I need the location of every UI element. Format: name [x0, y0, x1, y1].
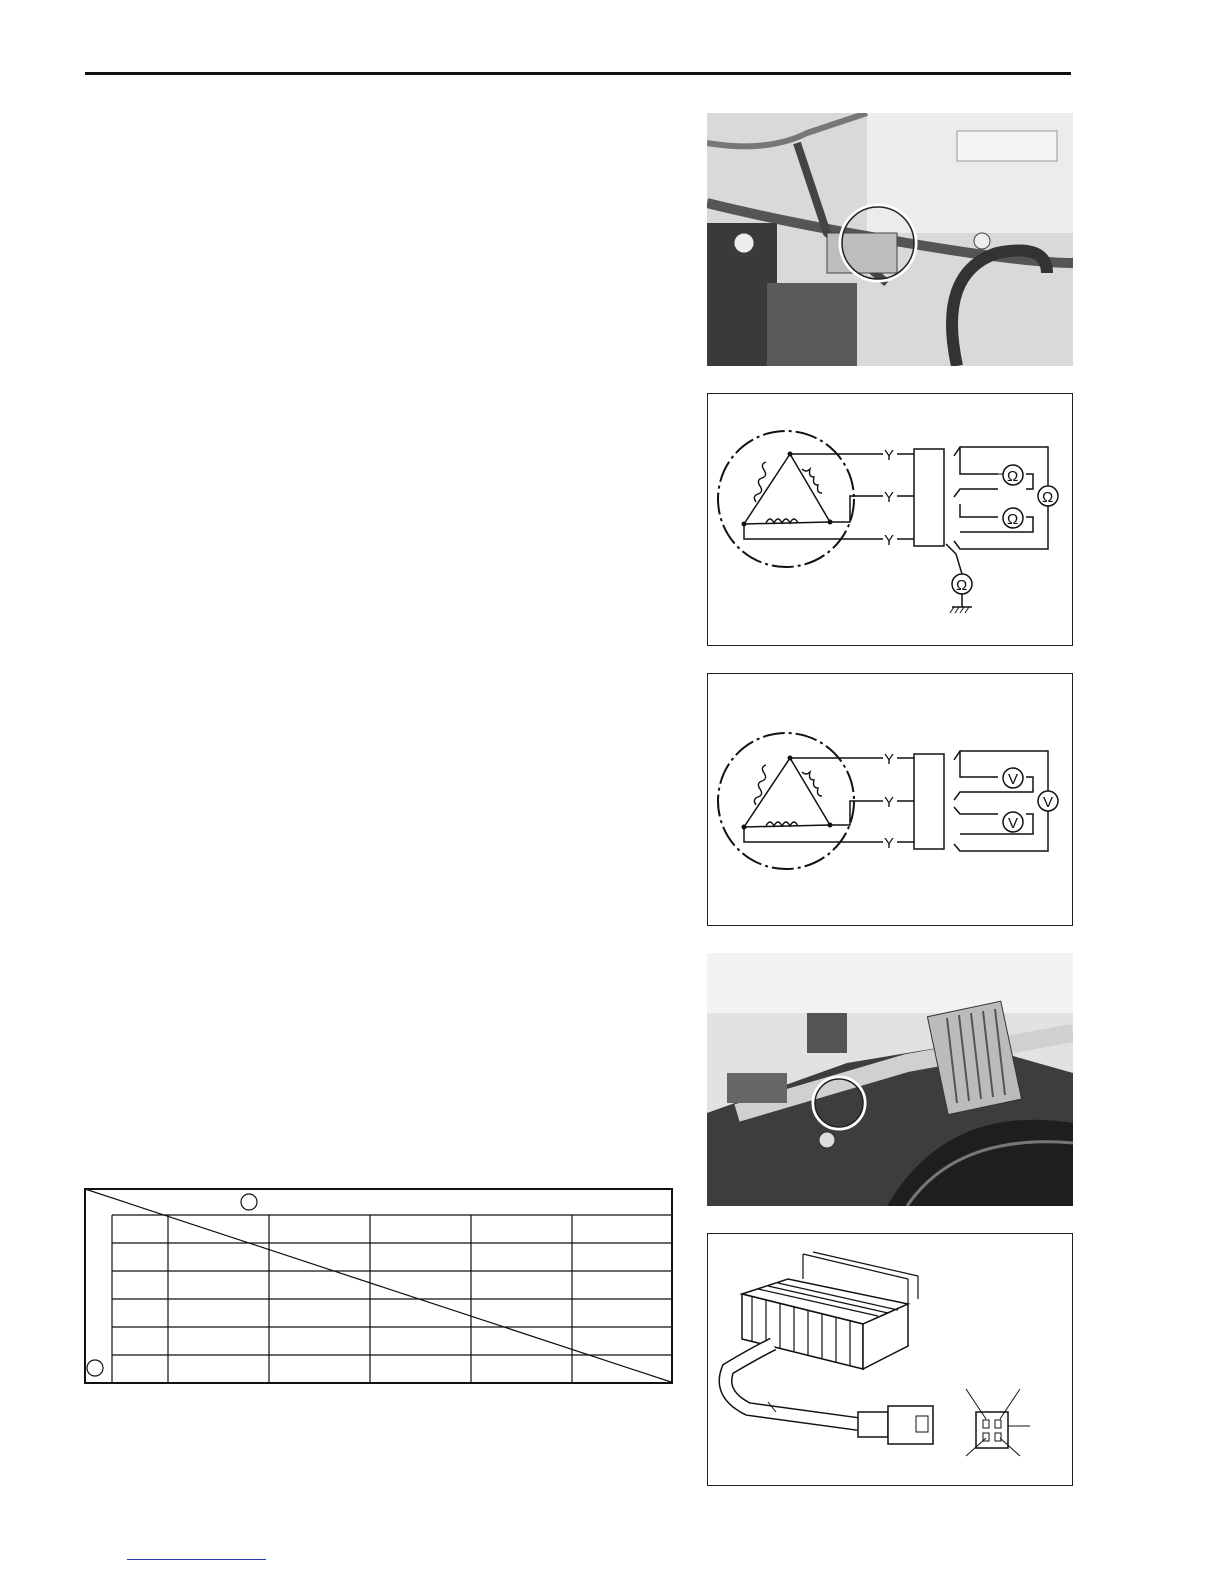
wire-label-y3: Y — [884, 835, 895, 852]
footer-link-underline[interactable] — [127, 1559, 266, 1560]
wire-label-y2: Y — [884, 489, 895, 506]
coupler-box — [914, 754, 944, 849]
probe-negative-marker — [87, 1360, 103, 1376]
probe-positive-marker — [241, 1194, 257, 1210]
ohm-symbol: Ω — [1007, 468, 1019, 485]
terminal-face-icon — [966, 1389, 1030, 1456]
coupler-connector-icon — [858, 1406, 933, 1444]
stator-coupler-photo — [707, 113, 1073, 366]
wire-label-y1: Y — [884, 751, 895, 768]
coupler-box — [914, 449, 944, 546]
regulator-rectifier-diagram — [707, 1233, 1073, 1486]
wire-label-y2: Y — [884, 794, 895, 811]
wire-label-y3: Y — [884, 532, 895, 549]
ohm-symbol: Ω — [1007, 511, 1019, 528]
stator-voltage-diagram — [707, 673, 1073, 926]
header-rule — [85, 72, 1071, 75]
ohm-symbol: Ω — [1042, 489, 1054, 506]
volt-symbol: V — [1008, 815, 1019, 832]
stator-resistance-diagram — [707, 393, 1073, 646]
volt-symbol: V — [1043, 794, 1054, 811]
volt-symbol: V — [1008, 771, 1019, 788]
ohm-symbol: Ω — [956, 577, 968, 594]
regulator-location-photo — [707, 953, 1073, 1206]
wire-label-y1: Y — [884, 447, 895, 464]
diode-test-table — [84, 1188, 673, 1384]
